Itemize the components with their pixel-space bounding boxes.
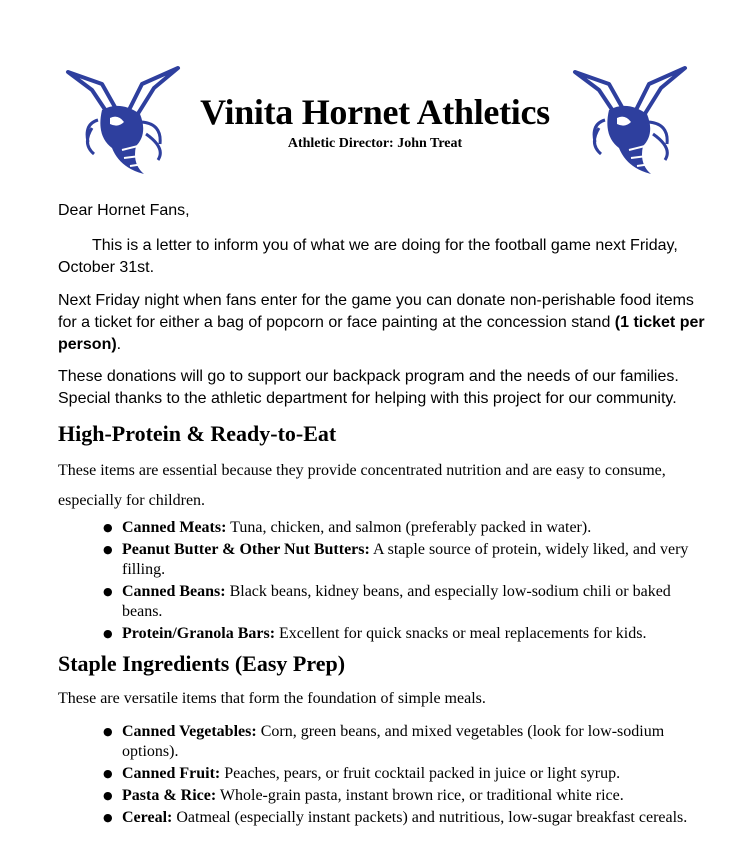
- list-item: ● Pasta & Rice: Whole-grain pasta, instant brown rice, or traditional white rice.: [122, 786, 710, 806]
- section-heading: High-Protein & Ready-to-Eat: [58, 421, 337, 446]
- list-item: ● Canned Beans: Black beans, kidney beans, and especially low-sodium chili or baked beans.: [122, 582, 710, 622]
- list-item: ● Cereal: Oatmeal (especially instant packets) and nutritious, low-sugar breakfast cereals.: [122, 808, 710, 828]
- thanks-paragraph: These donations will go to support our backpack program and the needs of our families. Special thanks to the athletic department for helping with this project for our community.: [58, 368, 679, 407]
- letterhead: [0, 0, 750, 200]
- list-item: ● Peanut Butter & Other Nut Butters: A staple source of protein, widely liked, and very filling.: [122, 540, 710, 580]
- hornet-logo-right: [569, 64, 691, 176]
- letter-body: [0, 200, 750, 850]
- page-title: Vinita Hornet Athletics: [200, 92, 550, 132]
- section-intro: These items are essential because they provide concentrated nutrition and are easy to consume, especially for children.: [58, 462, 666, 509]
- hornet-logo-left: [62, 64, 184, 176]
- greeting: Dear Hornet Fans,: [58, 202, 190, 219]
- list-item: ● Canned Fruit: Peaches, pears, or fruit cocktail packed in juice or light syrup.: [122, 764, 710, 784]
- intro-paragraph: This is a letter to inform you of what we are doing for the football game next Friday, October 31st.: [58, 237, 678, 276]
- donation-paragraph: Next Friday night when fans enter for the game you can donate non-perishable food items for a ticket for either a bag of popcorn or face painting at the concession stand (1 ticket per person).: [58, 292, 705, 353]
- list-item: ● Canned Vegetables: Corn, green beans, and mixed vegetables (look for low-sodium options).: [122, 722, 710, 762]
- list-item: ● Protein/Granola Bars: Excellent for quick snacks or meal replacements for kids.: [122, 624, 710, 644]
- section-intro: These are versatile items that form the foundation of simple meals.: [58, 690, 486, 707]
- food-list-staples: [58, 722, 710, 828]
- athletic-director: Athletic Director: John Treat: [287, 136, 463, 151]
- list-item: ● Canned Meats: Tuna, chicken, and salmon (preferably packed in water).: [122, 518, 710, 538]
- section-heading: Staple Ingredients (Easy Prep): [58, 651, 346, 676]
- food-list-protein: [58, 518, 710, 644]
